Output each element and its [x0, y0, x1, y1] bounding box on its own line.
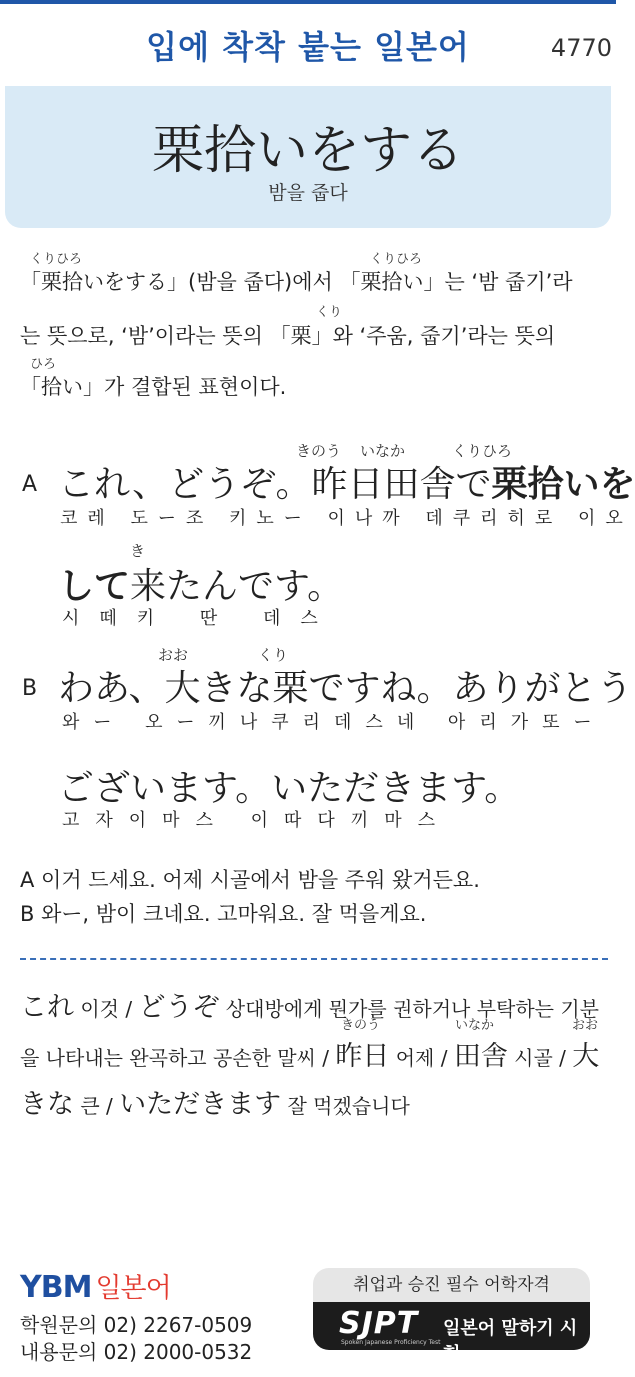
vocab-line — [20, 985, 610, 1024]
vocab-meaning: 큰 / — [74, 1094, 120, 1118]
furigana: くりひろ — [30, 252, 83, 267]
vocab-meaning: 을 나타내는 완곡하고 공손한 말씨 / — [20, 1046, 336, 1070]
sjpt-logo: SJPT — [339, 1306, 419, 1341]
vocab-meaning: 이것 / — [74, 997, 139, 1021]
sjpt-banner[interactable] — [313, 1268, 590, 1365]
translation-a: A 이거 드세요. 어제 시골에서 밤을 주워 왔거든요. — [20, 868, 480, 892]
vocab-word: 田舎 — [453, 1041, 508, 1072]
dialogue-text: 来たんです。 — [130, 566, 344, 607]
sjpt-tagline: 취업과 승진 필수 어학자격 — [313, 1268, 590, 1302]
phone-academy: 학원문의 02) 2267-0509 — [20, 1313, 253, 1337]
reading-a1: 코레 도ー조 키노ー 이나까 데쿠리히로 이오 — [60, 508, 633, 529]
furigana: いなか — [360, 442, 406, 460]
explanation-line: 「栗拾いをする」(밤을 줍다)에서 「栗拾い」는 ‘밤 줍기’라 — [20, 270, 573, 294]
dialogue-bold: 栗拾いを — [491, 464, 635, 505]
dialogue-line-b1: わあ、大きな栗ですね。ありがとう — [58, 668, 633, 709]
reading-b1: 와ー 오ー끼나쿠리데스네 아리가또ー — [62, 712, 606, 733]
vocab-word: これ — [20, 992, 74, 1023]
series-title: 입에 착착 붙는 일본어 — [146, 28, 470, 66]
logo-ko: 일본어 — [95, 1273, 171, 1304]
logo-en: YBM — [20, 1270, 92, 1305]
furigana: くりひろ — [452, 442, 513, 460]
vocab-word: きな — [20, 1089, 74, 1120]
translation-b: B 와ー, 밤이 크네요. 고마워요. 잘 먹을게요. — [20, 902, 427, 926]
explanation-line: 는 뜻으로, ‘밤’이라는 뜻의 「栗」와 ‘주움, 줍기’라는 뜻의 — [20, 324, 556, 348]
ybm-logo — [20, 1266, 171, 1305]
dialogue-bold: して — [58, 566, 131, 607]
furigana: ひろ — [30, 357, 57, 372]
dialogue-line-a1 — [58, 456, 635, 507]
vocab-meaning: 상대방에게 뭔가를 권하거나 부탁하는 기분 — [219, 997, 599, 1021]
furigana: くりひろ — [370, 252, 423, 267]
phone-contents: 내용문의 02) 2000-0532 — [20, 1340, 253, 1364]
expression-meaning: 밤을 줍다 — [268, 182, 348, 204]
furigana: くり — [316, 305, 343, 320]
sjpt-dark-panel — [313, 1302, 590, 1365]
sjpt-description: 일본어 말하기 시험 — [443, 1318, 578, 1365]
furigana: きのう — [296, 442, 342, 460]
vocab-word: 昨日 — [335, 1041, 390, 1072]
furigana: くり — [258, 646, 289, 664]
speaker-b: B — [22, 676, 38, 701]
title-box — [5, 86, 611, 228]
vocab-line — [20, 1034, 610, 1073]
vocab-meaning: 시골 / — [507, 1046, 573, 1070]
furigana: きのう — [341, 1018, 381, 1033]
divider — [20, 958, 608, 960]
furigana: おお — [158, 646, 189, 664]
explanation-line: 「拾い」가 결합된 표현이다. — [20, 375, 287, 399]
issue-number: 4770 — [550, 34, 612, 62]
top-rule — [0, 0, 616, 4]
furigana: おお — [572, 1018, 599, 1033]
vocab-word: 大 — [572, 1041, 600, 1072]
expression-title: 栗拾いをする — [151, 121, 464, 181]
dialogue-line-b2: ございます。いただきます。 — [58, 768, 521, 809]
vocab-word: どうぞ — [138, 992, 220, 1023]
vocab-meaning: 어제 / — [389, 1046, 454, 1070]
reading-b2: 고자이마스 이따다끼마스 — [62, 810, 451, 831]
sjpt-subtitle: Spoken Japanese Proficiency Test — [341, 1339, 441, 1346]
vocab-line — [20, 1082, 610, 1121]
dialogue-line-a2 — [58, 558, 343, 609]
furigana: いなか — [455, 1018, 495, 1033]
reading-a2: 시떼키 딴 데스 — [62, 608, 338, 629]
vocab-meaning: 잘 먹겠습니다 — [281, 1094, 410, 1118]
speaker-a: A — [22, 472, 38, 497]
vocab-word: いただきます — [119, 1089, 282, 1120]
dialogue-text: これ、どうぞ。昨日田舎で — [58, 464, 492, 505]
furigana: き — [130, 542, 146, 560]
